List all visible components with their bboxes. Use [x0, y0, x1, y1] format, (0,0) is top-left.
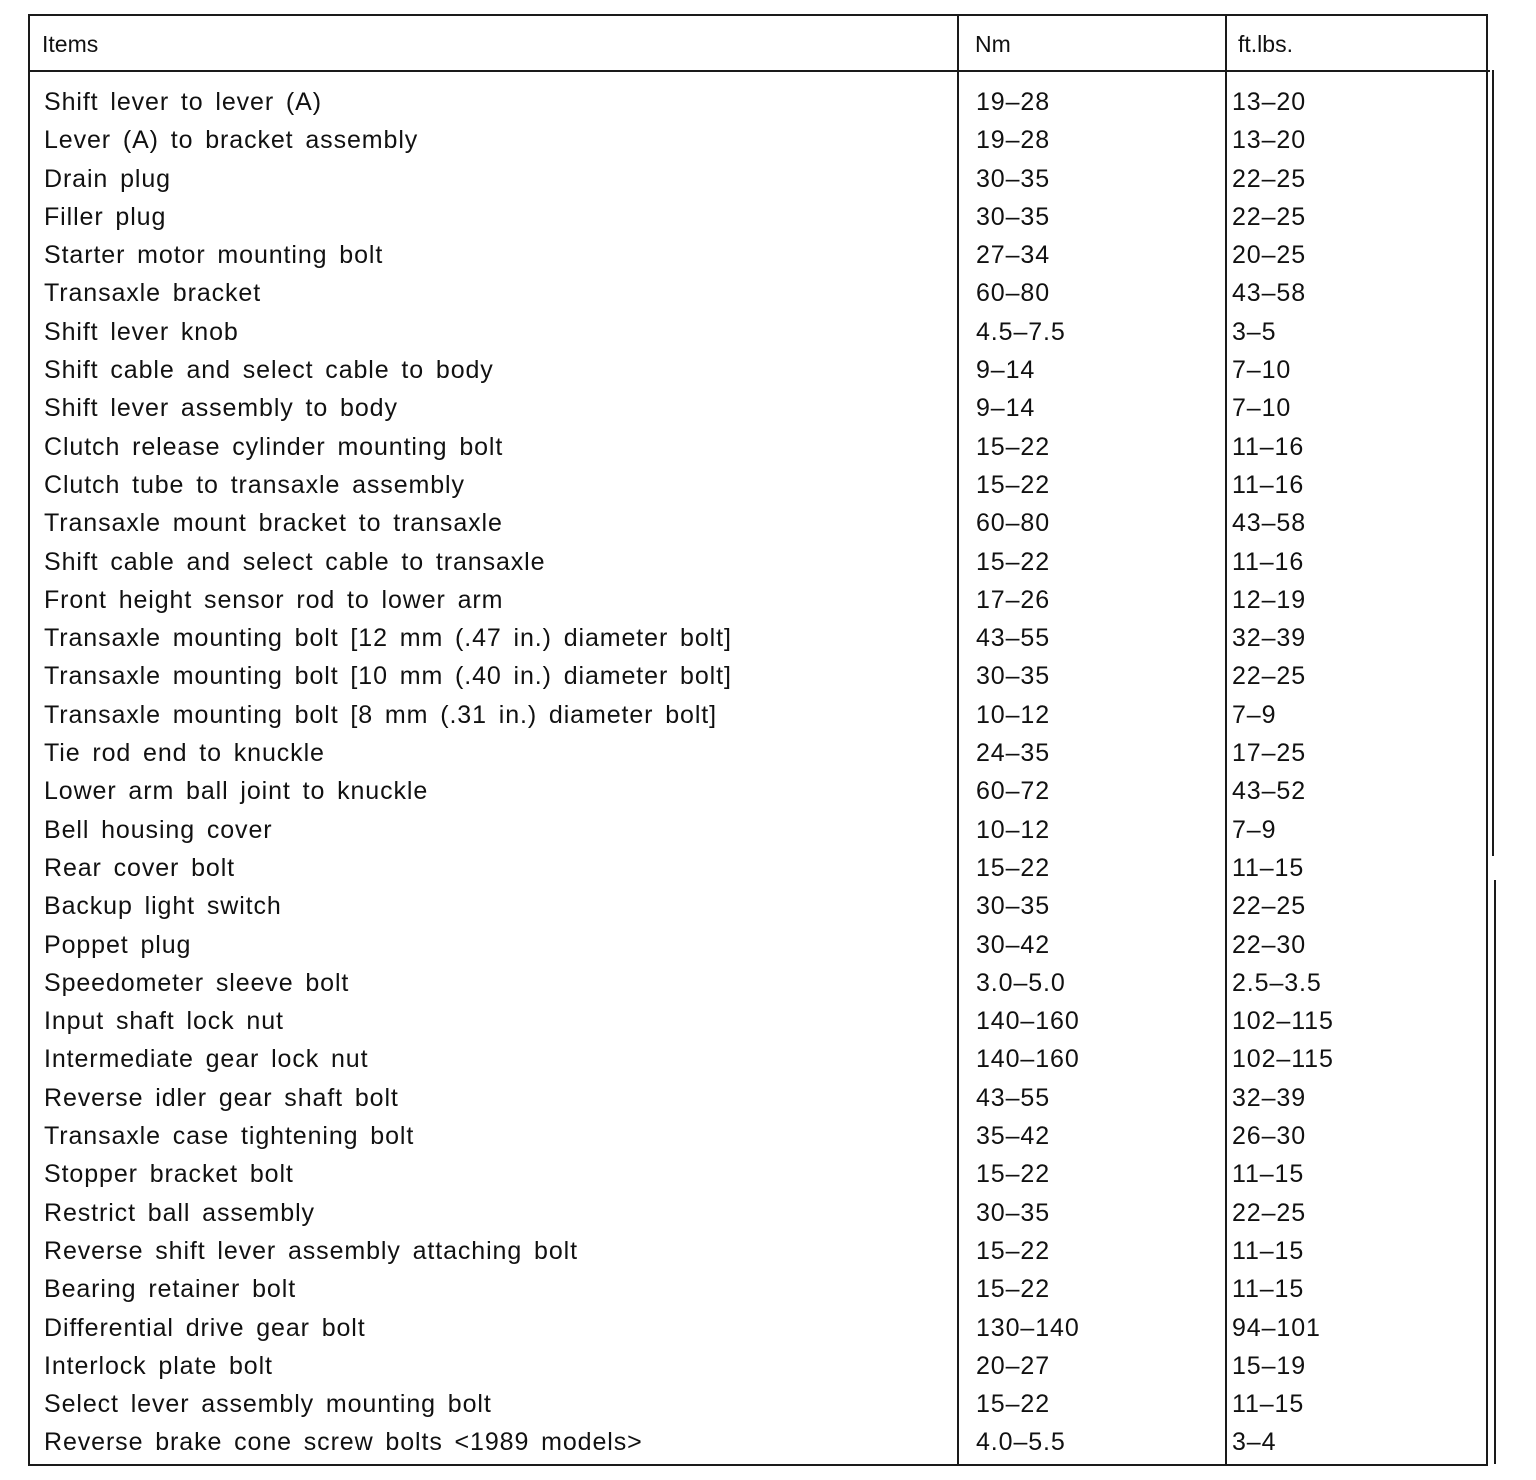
table-row	[30, 584, 1490, 622]
ftlbs-cell: 11–15	[1232, 1236, 1305, 1265]
table-row	[30, 660, 1490, 698]
nm-cell: 15–22	[976, 1160, 1051, 1189]
table-row	[30, 622, 1490, 660]
item-cell: Filler plug	[44, 202, 167, 231]
nm-cell: 140–160	[976, 1007, 1080, 1036]
ftlbs-cell: 102–115	[1232, 1045, 1334, 1074]
ftlbs-cell: 7–10	[1232, 356, 1292, 385]
ftlbs-cell: 13–20	[1232, 88, 1307, 116]
item-cell: Shift lever assembly to body	[44, 394, 398, 423]
item-cell: Reverse idler gear shaft bolt	[44, 1083, 399, 1112]
ftlbs-cell: 11–15	[1232, 1275, 1305, 1304]
item-cell: Differential drive gear bolt	[44, 1313, 366, 1342]
ftlbs-cell: 43–58	[1232, 509, 1307, 538]
table-row	[30, 469, 1490, 507]
table-row	[30, 929, 1490, 967]
item-cell: Tie rod end to knuckle	[44, 739, 325, 768]
nm-cell: 15–22	[976, 1236, 1051, 1265]
table-row	[30, 775, 1490, 813]
nm-cell: 15–22	[976, 1275, 1051, 1304]
table-row	[30, 124, 1490, 162]
ftlbs-cell: 26–30	[1232, 1122, 1307, 1151]
nm-cell: 35–42	[976, 1122, 1051, 1151]
ftlbs-cell: 22–25	[1232, 164, 1307, 193]
table-row	[30, 1273, 1490, 1311]
table-row	[30, 546, 1490, 584]
nm-cell: 30–35	[976, 164, 1051, 193]
item-cell: Transaxle case tightening bolt	[44, 1122, 415, 1151]
item-cell: Transaxle mount bracket to transaxle	[44, 509, 503, 538]
nm-cell: 60–80	[976, 509, 1051, 538]
ftlbs-cell: 3–5	[1232, 317, 1277, 346]
table-row	[30, 1158, 1490, 1196]
table-row	[30, 1043, 1490, 1081]
item-cell: Clutch tube to transaxle assembly	[44, 470, 465, 499]
ftlbs-cell: 11–15	[1232, 1160, 1305, 1189]
ftlbs-cell: 11–15	[1232, 853, 1305, 882]
nm-cell: 24–35	[976, 739, 1051, 768]
nm-cell: 20–27	[976, 1351, 1051, 1380]
ftlbs-cell: 7–10	[1232, 394, 1292, 423]
item-cell: Interlock plate bolt	[44, 1351, 273, 1380]
nm-cell: 43–55	[976, 624, 1051, 653]
table-header	[30, 16, 1490, 72]
item-cell: Intermediate gear lock nut	[44, 1045, 369, 1074]
torque-spec-table	[28, 14, 1488, 1466]
ftlbs-cell: 11–15	[1232, 1390, 1305, 1419]
page-edge-mark	[1494, 880, 1496, 1464]
ftlbs-cell: 22–25	[1232, 892, 1307, 921]
table-row	[30, 1197, 1490, 1235]
nm-cell: 130–140	[976, 1313, 1080, 1342]
nm-cell: 30–35	[976, 202, 1051, 231]
nm-cell: 15–22	[976, 432, 1051, 461]
ftlbs-cell: 12–19	[1232, 585, 1307, 614]
table-row	[30, 699, 1490, 737]
ftlbs-cell: 3–4	[1232, 1428, 1277, 1457]
nm-cell: 3.0–5.0	[976, 968, 1066, 997]
ftlbs-cell: 7–9	[1232, 815, 1277, 844]
nm-cell: 10–12	[976, 700, 1051, 729]
table-row	[30, 507, 1490, 545]
table-right-border	[1486, 14, 1488, 1466]
nm-cell: 30–35	[976, 662, 1051, 691]
table-row	[30, 737, 1490, 775]
item-cell: Lower arm ball joint to knuckle	[44, 777, 429, 806]
table-row	[30, 354, 1490, 392]
ftlbs-cell: 17–25	[1232, 739, 1307, 768]
nm-cell: 10–12	[976, 815, 1051, 844]
table-row	[30, 1350, 1490, 1388]
table-row	[30, 239, 1490, 277]
ftlbs-cell: 94–101	[1232, 1313, 1321, 1342]
nm-cell: 15–22	[976, 470, 1051, 499]
nm-cell: 30–35	[976, 892, 1051, 921]
item-cell: Front height sensor rod to lower arm	[44, 585, 504, 614]
nm-cell: 19–28	[976, 126, 1051, 155]
table-row	[30, 814, 1490, 852]
item-cell: Transaxle mounting bolt [8 mm (.31 in.) diameter bolt]	[44, 700, 717, 729]
item-cell: Backup light switch	[44, 892, 282, 921]
item-cell: Speedometer sleeve bolt	[44, 968, 350, 997]
ftlbs-cell: 7–9	[1232, 700, 1277, 729]
table-row	[30, 967, 1490, 1005]
ftlbs-cell: 43–52	[1232, 777, 1307, 806]
ftlbs-cell: 32–39	[1232, 624, 1307, 653]
item-cell: Stopper bracket bolt	[44, 1160, 294, 1189]
item-cell: Transaxle mounting bolt [12 mm (.47 in.) diameter bolt]	[44, 624, 732, 653]
nm-cell: 43–55	[976, 1083, 1051, 1112]
ftlbs-cell: 43–58	[1232, 279, 1307, 308]
header-ftlbs: ft.lbs.	[1238, 31, 1293, 57]
ftlbs-cell: 2.5–3.5	[1232, 968, 1322, 997]
item-cell: Bell housing cover	[44, 815, 273, 844]
nm-cell: 15–22	[976, 1390, 1051, 1419]
ftlbs-cell: 13–20	[1232, 126, 1307, 155]
ftlbs-cell: 22–25	[1232, 662, 1307, 691]
ftlbs-cell: 22–25	[1232, 1198, 1307, 1227]
item-cell: Select lever assembly mounting bolt	[44, 1390, 492, 1419]
nm-cell: 19–28	[976, 88, 1051, 116]
nm-cell: 60–72	[976, 777, 1051, 806]
page-edge-mark	[1492, 70, 1494, 856]
table-row	[30, 1120, 1490, 1158]
nm-cell: 4.0–5.5	[976, 1428, 1066, 1457]
table-row	[30, 201, 1490, 239]
nm-cell: 9–14	[976, 356, 1036, 385]
table-row	[30, 1005, 1490, 1043]
ftlbs-cell: 22–30	[1232, 930, 1307, 959]
item-cell: Shift cable and select cable to transaxle	[44, 547, 546, 576]
item-cell: Reverse brake cone screw bolts <1989 models>	[44, 1428, 643, 1457]
nm-cell: 4.5–7.5	[976, 317, 1066, 346]
table-row	[30, 1235, 1490, 1273]
item-cell: Bearing retainer bolt	[44, 1275, 297, 1304]
item-cell: Transaxle mounting bolt [10 mm (.40 in.) diameter bolt]	[44, 662, 732, 691]
item-cell: Input shaft lock nut	[44, 1007, 284, 1036]
table-row	[30, 1388, 1490, 1426]
ftlbs-cell: 11–16	[1232, 547, 1305, 576]
table-body	[30, 86, 1490, 1465]
item-cell: Lever (A) to bracket assembly	[44, 126, 419, 155]
nm-cell: 9–14	[976, 394, 1036, 423]
nm-cell: 60–80	[976, 279, 1051, 308]
table-row	[30, 163, 1490, 201]
nm-cell: 140–160	[976, 1045, 1080, 1074]
item-cell: Shift lever to lever (A)	[44, 88, 322, 116]
ftlbs-cell: 32–39	[1232, 1083, 1307, 1112]
nm-cell: 30–35	[976, 1198, 1051, 1227]
item-cell: Restrict ball assembly	[44, 1198, 315, 1227]
nm-cell: 27–34	[976, 241, 1051, 270]
item-cell: Clutch release cylinder mounting bolt	[44, 432, 504, 461]
nm-cell: 17–26	[976, 585, 1051, 614]
item-cell: Transaxle bracket	[44, 279, 262, 308]
table-row	[30, 890, 1490, 928]
item-cell: Shift cable and select cable to body	[44, 356, 494, 385]
item-cell: Drain plug	[44, 164, 171, 193]
ftlbs-cell: 22–25	[1232, 202, 1307, 231]
nm-cell: 30–42	[976, 930, 1051, 959]
ftlbs-cell: 102–115	[1232, 1007, 1334, 1036]
table-row	[30, 316, 1490, 354]
header-nm: Nm	[975, 31, 1011, 57]
header-items: Items	[42, 31, 99, 57]
item-cell: Rear cover bolt	[44, 853, 236, 882]
ftlbs-cell: 11–16	[1232, 432, 1305, 461]
table-row	[30, 1312, 1490, 1350]
nm-cell: 15–22	[976, 853, 1051, 882]
table-row	[30, 431, 1490, 469]
item-cell: Starter motor mounting bolt	[44, 241, 384, 270]
item-cell: Poppet plug	[44, 930, 192, 959]
table-row	[30, 1082, 1490, 1120]
table-row	[30, 392, 1490, 430]
table-row	[30, 1426, 1490, 1464]
ftlbs-cell: 20–25	[1232, 241, 1307, 270]
ftlbs-cell: 11–16	[1232, 470, 1305, 499]
table-row	[30, 277, 1490, 315]
table-row	[30, 852, 1490, 890]
table-row	[30, 86, 1490, 124]
nm-cell: 15–22	[976, 547, 1051, 576]
item-cell: Shift lever knob	[44, 317, 239, 346]
ftlbs-cell: 15–19	[1232, 1351, 1307, 1380]
item-cell: Reverse shift lever assembly attaching bolt	[44, 1236, 578, 1265]
